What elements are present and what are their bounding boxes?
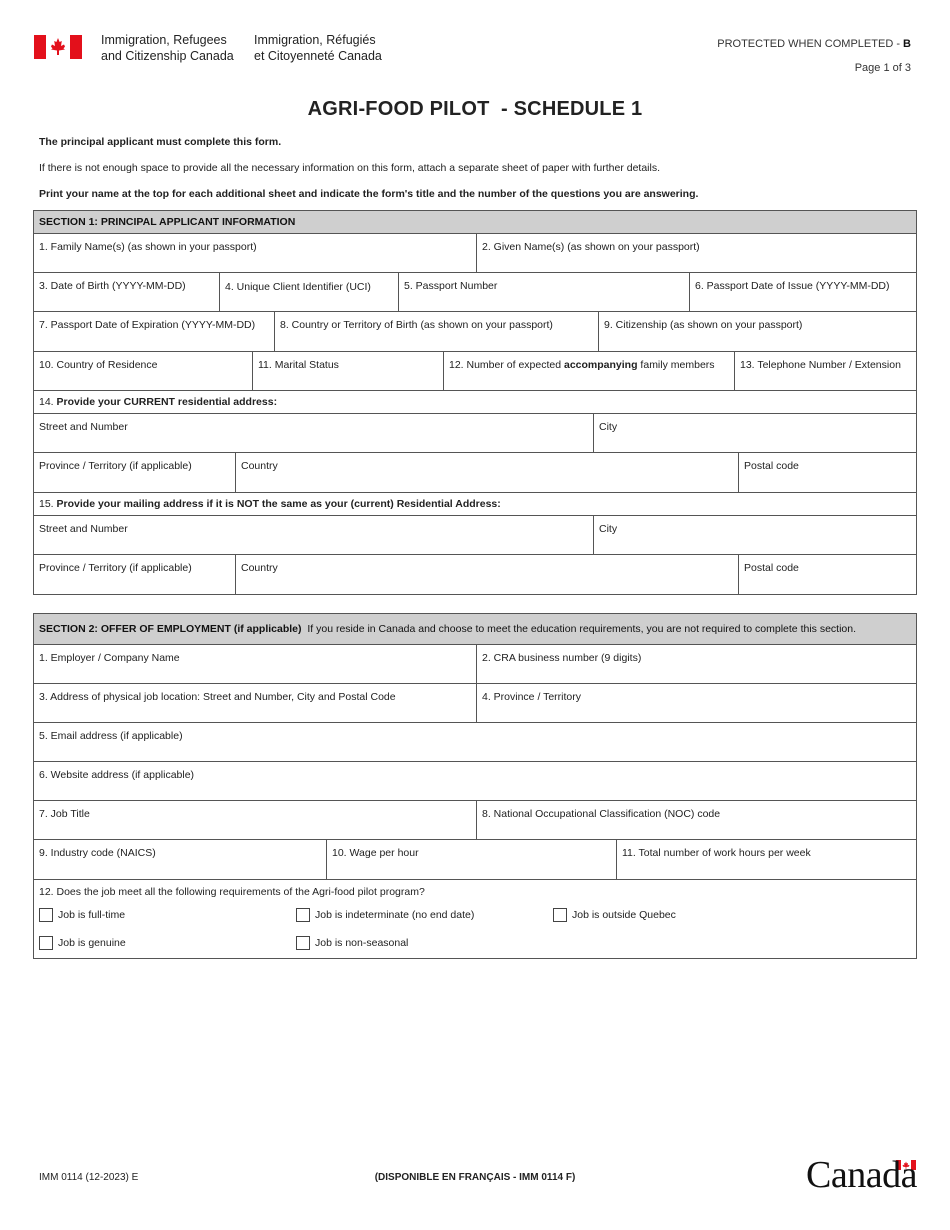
current-address-label: 14. Provide your CURRENT residential address: — [34, 391, 916, 414]
country-of-residence-field[interactable]: 10. Country of Residence — [39, 359, 158, 371]
mailing-address-label: 15. Provide your mailing address if it is NOT the same as your (current) Residential Address: — [34, 493, 916, 516]
checkbox-icon[interactable] — [553, 908, 567, 922]
job-requirements-question: 12. Does the job meet all the following requirements of the Agri-food pilot program? — [39, 886, 425, 898]
checkbox-outside-quebec[interactable]: Job is outside Quebec — [553, 908, 676, 922]
french-availability-note: (DISPONIBLE EN FRANÇAIS - IMM 0114 F) — [374, 1172, 576, 1183]
form-row — [34, 516, 916, 555]
current-street-field[interactable]: Street and Number — [39, 421, 128, 433]
canada-wordmark: Canada — [806, 1154, 917, 1196]
naics-code-field[interactable]: 9. Industry code (NAICS) — [39, 847, 156, 859]
form-row — [34, 645, 916, 684]
country-of-birth-field[interactable]: 8. Country or Territory of Birth (as shown on your passport) — [274, 312, 598, 351]
form-row — [34, 414, 916, 453]
job-requirements-group — [34, 880, 916, 958]
form-row — [34, 352, 916, 391]
passport-number-field[interactable]: 5. Passport Number — [398, 273, 689, 311]
department-name-english: Immigration, Refugees and Citizenship Canada — [101, 33, 234, 63]
uci-field[interactable]: 4. Unique Client Identifier (UCI) — [219, 273, 398, 311]
form-row — [34, 840, 916, 880]
job-province-field[interactable]: 4. Province / Territory — [476, 684, 916, 722]
given-name-field[interactable]: 2. Given Name(s) (as shown on your passport) — [476, 234, 916, 272]
citizenship-field[interactable]: 9. Citizenship (as shown on your passport) — [598, 312, 916, 351]
current-city-field[interactable]: City — [593, 414, 916, 452]
form-title: AGRI-FOOD PILOT - SCHEDULE 1 — [307, 98, 643, 120]
passport-expiry-date-field[interactable]: 7. Passport Date of Expiration (YYYY-MM-DD) — [39, 319, 256, 331]
instruction-space: If there is not enough space to provide all the necessary information on this form, attach a separate sheet of paper with further details. — [39, 162, 661, 174]
current-postal-code-field[interactable]: Postal code — [738, 453, 916, 492]
form-row — [34, 723, 916, 762]
form-row — [34, 555, 916, 594]
form-row — [34, 234, 916, 273]
checkbox-full-time[interactable]: Job is full-time — [39, 908, 125, 922]
instruction-additional-sheet: Print your name at the top for each additional sheet and indicate the form's title and the number of the questions you are answering. — [39, 188, 699, 200]
instruction-principal: The principal applicant must complete this form. — [39, 136, 282, 148]
job-location-address-field[interactable]: 3. Address of physical job location: Street and Number, City and Postal Code — [39, 691, 396, 703]
passport-issue-date-field[interactable]: 6. Passport Date of Issue (YYYY-MM-DD) — [689, 273, 916, 311]
job-title-field[interactable]: 7. Job Title — [39, 808, 90, 820]
cra-business-number-field[interactable]: 2. CRA business number (9 digits) — [476, 645, 916, 683]
checkbox-icon[interactable] — [39, 908, 53, 922]
family-name-field[interactable]: 1. Family Name(s) (as shown in your passport) — [39, 241, 257, 253]
form-row — [34, 684, 916, 723]
website-address-field[interactable]: 6. Website address (if applicable) — [39, 769, 195, 781]
checkbox-icon[interactable] — [296, 936, 310, 950]
current-province-field[interactable]: Province / Territory (if applicable) — [39, 460, 192, 472]
department-name-french: Immigration, Réfugiés et Citoyenneté Canada — [254, 33, 382, 63]
page-number: Page 1 of 3 — [854, 62, 911, 74]
employer-name-field[interactable]: 1. Employer / Company Name — [39, 652, 180, 664]
checkbox-non-seasonal[interactable]: Job is non-seasonal — [296, 936, 408, 950]
current-country-field[interactable]: Country — [235, 453, 738, 492]
mailing-province-field[interactable]: Province / Territory (if applicable) — [39, 562, 192, 574]
marital-status-field[interactable]: 11. Marital Status — [252, 352, 443, 390]
wage-per-hour-field[interactable]: 10. Wage per hour — [326, 840, 616, 879]
noc-code-field[interactable]: 8. National Occupational Classification (NOC) code — [476, 801, 916, 839]
telephone-field[interactable]: 13. Telephone Number / Extension — [734, 352, 916, 390]
mailing-postal-code-field[interactable]: Postal code — [738, 555, 916, 594]
checkbox-icon[interactable] — [39, 936, 53, 950]
form-row — [34, 312, 916, 352]
form-identifier: IMM 0114 (12-2023) E — [39, 1172, 139, 1183]
email-address-field[interactable]: 5. Email address (if applicable) — [39, 730, 183, 742]
canada-flag-icon — [34, 35, 82, 59]
checkbox-genuine[interactable]: Job is genuine — [39, 936, 126, 950]
section-offer-of-employment — [33, 613, 917, 959]
form-row — [34, 762, 916, 801]
section-header: SECTION 2: OFFER OF EMPLOYMENT (if applicable) If you reside in Canada and choose to meet the education requirements, you are not required to complete this section. — [34, 614, 916, 645]
form-row — [34, 801, 916, 840]
weekly-hours-field[interactable]: 11. Total number of work hours per week — [616, 840, 916, 879]
protection-notice: PROTECTED WHEN COMPLETED - B — [717, 38, 911, 50]
checkbox-icon[interactable] — [296, 908, 310, 922]
section-header: SECTION 1: PRINCIPAL APPLICANT INFORMATION — [34, 211, 916, 234]
form-row — [34, 273, 916, 312]
mailing-city-field[interactable]: City — [593, 516, 916, 554]
section-principal-applicant — [33, 210, 917, 595]
checkbox-indeterminate[interactable]: Job is indeterminate (no end date) — [296, 908, 474, 922]
form-row — [34, 453, 916, 493]
mailing-street-field[interactable]: Street and Number — [39, 523, 128, 535]
date-of-birth-field[interactable]: 3. Date of Birth (YYYY-MM-DD) — [39, 280, 186, 292]
mailing-country-field[interactable]: Country — [235, 555, 738, 594]
accompanying-family-members-field[interactable]: 12. Number of expected accompanying family members — [443, 352, 734, 390]
